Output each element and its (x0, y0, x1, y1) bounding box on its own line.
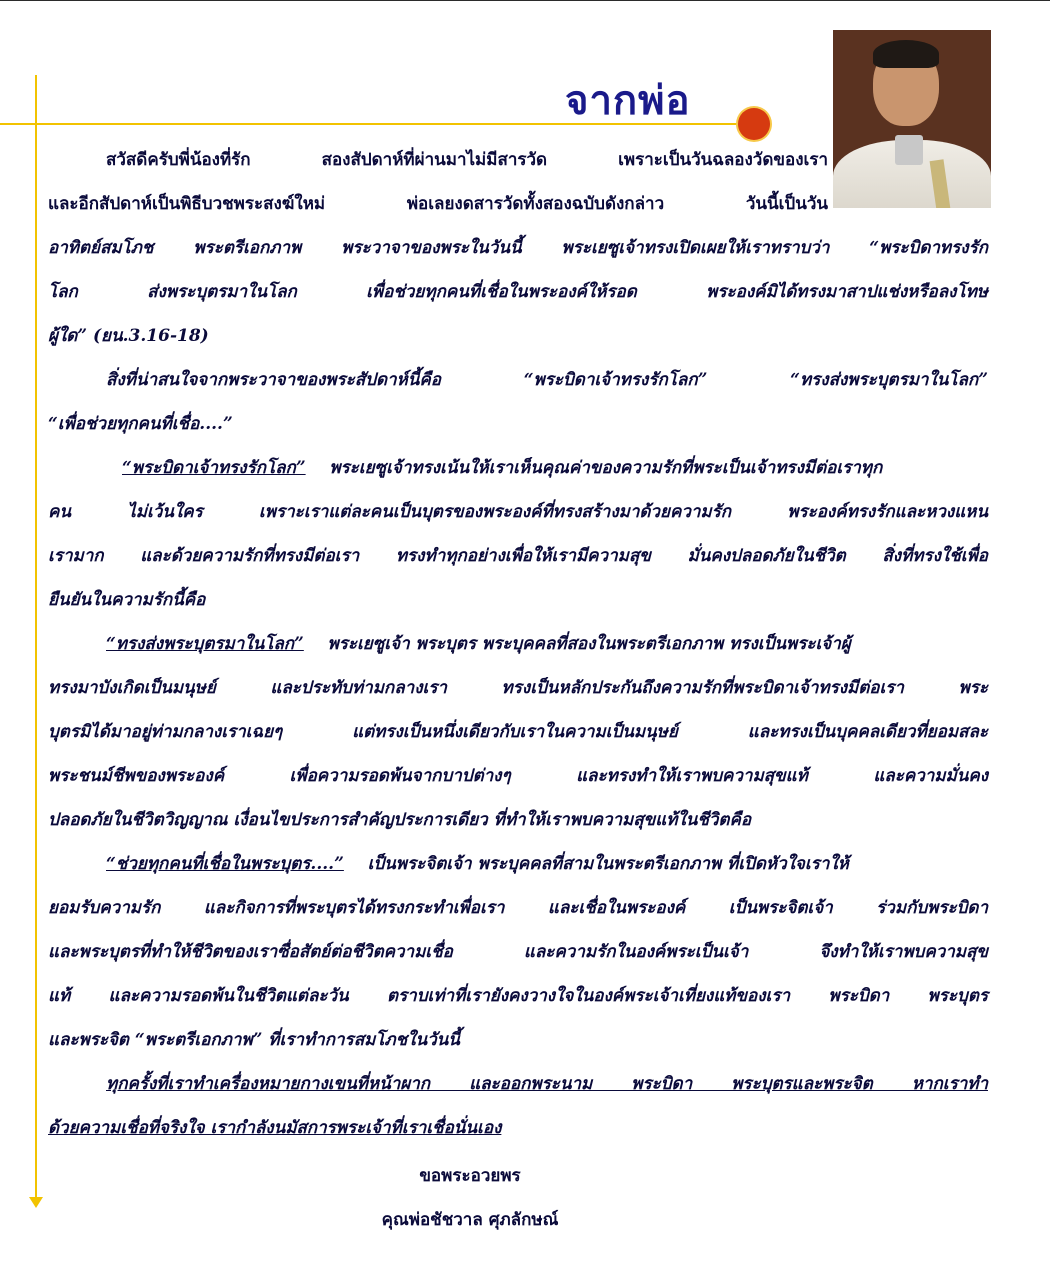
paragraph-line: ปลอดภัยในชีวิตวิญญาณ เงื่อนไขประการสำคัญประการเดียว ที่ทำให้เราพบความสุขแท้ในชีวิตคือ (48, 810, 752, 830)
paragraph-line: และอีกสัปดาห์เป็นพิธีบวชพระสงฆ์ใหม่ พ่อเลยงดสารวัดทั้งสองฉบับดังกล่าว วันนี้เป็นวัน (48, 194, 828, 214)
paragraph-line: บุตรมิได้มาอยู่ท่ามกลางเราเฉยๆ แต่ทรงเป็นหนึ่งเดียวกับเราในความเป็นมนุษย์ และทรงเป็นบุคคลเดียวที่ยอมสละ (48, 722, 988, 742)
photo-hair (873, 40, 939, 68)
paragraph-line (106, 622, 988, 666)
paragraph-line: ทรงมาบังเกิดเป็นมนุษย์ และประทับท่ามกลางเรา ทรงเป็นหลักประกันถึงความรักที่พระบิดาเจ้าทรงมีต่อเรา พระ (48, 678, 988, 698)
paragraph-line: ยอมรับความรัก และกิจการที่พระบุตรได้ทรงกระทำเพื่อเรา และเชื่อในพระองค์ เป็นพระจิตเจ้า ร่วมกับพระบิดา (48, 898, 988, 918)
paragraph-line: เรามาก และด้วยความรักที่ทรงมีต่อเรา ทรงทำทุกอย่างเพื่อให้เรามีความสุข มั่นคงปลอดภัยในชีวิต สิ่งที่ทรงใช้เพื่อ (48, 546, 988, 566)
paragraph-line: พระชนม์ชีพของพระองค์ เพื่อความรอดพ้นจากบาปต่างๆ และทรงทำให้เราพบความสุขแท้ และความมั่นคง (48, 766, 988, 786)
red-circle-ornament (738, 108, 770, 140)
paragraph-line (122, 446, 988, 490)
paragraph-line: ด้วยความเชื่อที่จริงใจ เรากำลังนมัสการพระเจ้าที่เราเชื่อนั่นเอง (48, 1118, 502, 1138)
paragraph-line: ทุกครั้งที่เราทำเครื่องหมายกางเขนที่หน้าผาก และออกพระนาม พระบิดา พระบุตรและพระจิต หากเราทำ (106, 1074, 988, 1094)
blessing-text: ขอพระอวยพร (419, 1166, 521, 1186)
paragraph-line: สวัสดีครับพี่น้องที่รัก สองสัปดาห์ที่ผ่านมาไม่มีสารวัด เพราะเป็นวันฉลองวัดของเรา (106, 150, 828, 170)
top-rule (0, 0, 1050, 1)
paragraph-line: โลก ส่งพระบุตรมาในโลก เพื่อช่วยทุกคนที่เชื่อในพระองค์ให้รอด พระองค์มิได้ทรงมาสาปแช่งหรือลงโทษ (48, 282, 988, 302)
gold-vertical-rule (35, 75, 37, 1200)
paragraph-line: คน ไม่เว้นใคร เพราะเราแต่ละคนเป็นบุตรของพระองค์ที่ทรงสร้างมาด้วยความรัก พระองค์ทรงรักและหวงแหน (48, 502, 988, 522)
paragraph-line-text: พระเยซูเจ้าทรงเน้นให้เราเห็นคุณค่าของความรักที่พระเป็นเจ้าทรงมีต่อเราทุก (329, 458, 883, 478)
paragraph-line: สิ่งที่น่าสนใจจากพระวาจาของพระสัปดาห์นี้คือ “พระบิดาเจ้าทรงรักโลก” “ทรงส่งพระบุตรมาในโลก” (106, 370, 988, 390)
page-title: จากพ่อ (565, 77, 691, 124)
photo-collar (895, 135, 923, 165)
heading-phrase: “พระบิดาเจ้าทรงรักโลก” (122, 458, 306, 478)
signature-text: คุณพ่อชัชวาล ศุภลักษณ์ (381, 1210, 559, 1230)
paragraph-line: ยืนยันในความรักนี้คือ (48, 590, 206, 610)
paragraph-line: “เพื่อช่วยทุกคนที่เชื่อ....” (48, 414, 233, 434)
paragraph-line: และพระจิต “พระตรีเอกภาพ” ที่เราทำการสมโภชในวันนี้ (48, 1030, 460, 1050)
paragraph-line: และพระบุตรที่ทำให้ชีวิตของเราซื่อสัตย์ต่อชีวิตความเชื่อ และความรักในองค์พระเป็นเจ้า จึงทำให้เราพบความสุข (48, 942, 988, 962)
heading-phrase: “ช่วยทุกคนที่เชื่อในพระบุตร....” (106, 854, 344, 874)
paragraph-line: ผู้ใด” (ยน.3.16-18) (48, 326, 209, 346)
paragraph-line-text: เป็นพระจิตเจ้า พระบุคคลที่สามในพระตรีเอกภาพ ที่เปิดหัวใจเราให้ (367, 854, 849, 874)
heading-phrase: “ทรงส่งพระบุตรมาในโลก” (106, 634, 304, 654)
paragraph-line: อาทิตย์สมโภช พระตรีเอกภาพ พระวาจาของพระในวันนี้ พระเยซูเจ้าทรงเปิดเผยให้เราทราบว่า “พระบิดาทรงรัก (48, 238, 988, 258)
paragraph-line (106, 842, 988, 886)
paragraph-line-text: พระเยซูเจ้า พระบุตร พระบุคคลที่สองในพระตรีเอกภาพ ทรงเป็นพระเจ้าผู้ (327, 634, 851, 654)
paragraph-line: แท้ และความรอดพ้นในชีวิตแต่ละวัน ตราบเท่าที่เรายังคงวางใจในองค์พระเจ้าเที่ยงแท้ของเรา พระบิดา พระบุตร (48, 986, 988, 1006)
priest-photo (833, 30, 991, 208)
